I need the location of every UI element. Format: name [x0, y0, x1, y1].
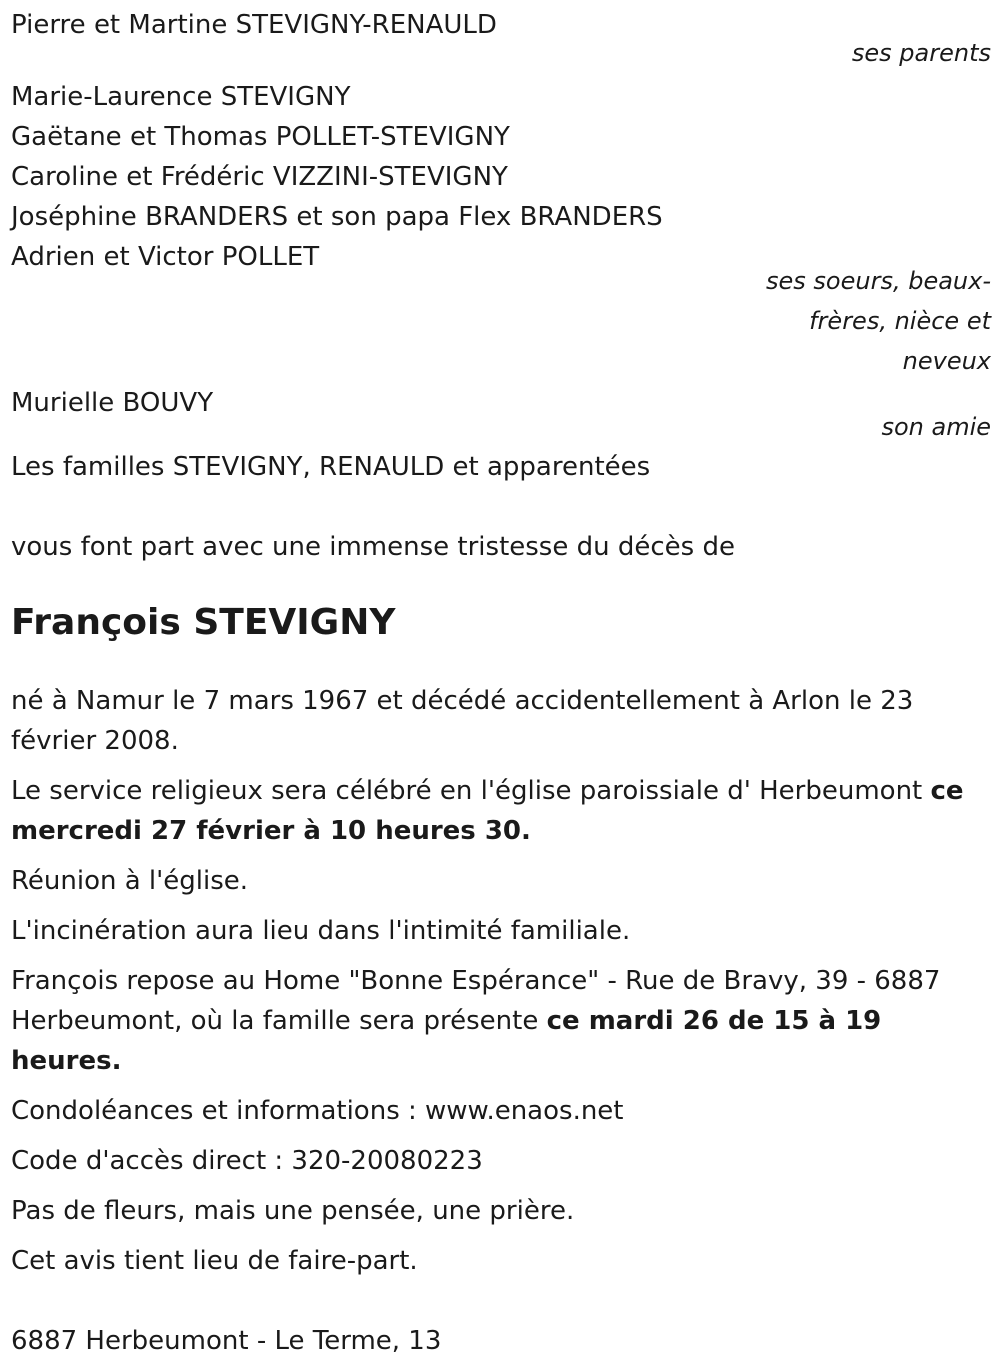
repose-datetime: ce mardi 26 de 15 à 19 heures. [11, 1006, 882, 1076]
access-code-text: Code d'accès direct : 320-20080223 [11, 1146, 483, 1176]
sibling-name: Caroline et Frédéric VIZZINI-STEVIGNY [11, 162, 508, 192]
address-text: 6887 Herbeumont - Le Terme, 13 [11, 1326, 442, 1356]
repose-prefix: François repose au Home "Bonne Espérance" - Rue de Bravy, 39 - 6887 Herbeumont, où la famille sera présente [11, 966, 941, 1036]
repose-text [11, 961, 991, 1081]
parents-name: Pierre et Martine STEVIGNY-RENAULD [11, 10, 497, 40]
sibling-name: Joséphine BRANDERS et son papa Flex BRANDERS [11, 202, 663, 232]
parents-block [11, 5, 991, 73]
siblings-relation: ses soeurs, beaux-frères, nièce et neveux [766, 267, 991, 375]
families-line: Les familles STEVIGNY, RENAULD et apparentées [11, 452, 651, 482]
sibling-name: Marie-Laurence STEVIGNY [11, 82, 351, 112]
sibling-name: Gaëtane et Thomas POLLET-STEVIGNY [11, 122, 510, 152]
notice-text: Cet avis tient lieu de faire-part. [11, 1246, 418, 1276]
flowers-text: Pas de fleurs, mais une pensée, une prière. [11, 1196, 575, 1226]
obituary-notice [11, 5, 991, 1361]
service-prefix: Le service religieux sera célébré en l'église paroissiale d' Herbeumont [11, 776, 931, 806]
friend-block [11, 383, 991, 447]
details-block [11, 681, 991, 1281]
reunion-text: Réunion à l'église. [11, 866, 249, 896]
friend-relation: son amie [881, 413, 991, 441]
birth-death-text: né à Namur le 7 mars 1967 et décédé accidentellement à Arlon le 23 février 2008. [11, 686, 914, 756]
sibling-name: Adrien et Victor POLLET [11, 242, 320, 272]
deceased-name: François STEVIGNY [11, 602, 396, 643]
service-datetime: ce mercredi 27 février à 10 heures 30. [11, 776, 964, 846]
siblings-block [11, 77, 991, 381]
condolences-text: Condoléances et informations : www.enaos.net [11, 1096, 624, 1126]
announcement-text: vous font part avec une immense tristesse du décès de [11, 532, 735, 562]
incineration-text: L'incinération aura lieu dans l'intimité familiale. [11, 916, 631, 946]
parents-relation: ses parents [851, 39, 991, 67]
friend-name: Murielle BOUVY [11, 388, 214, 418]
service-text [11, 771, 991, 851]
